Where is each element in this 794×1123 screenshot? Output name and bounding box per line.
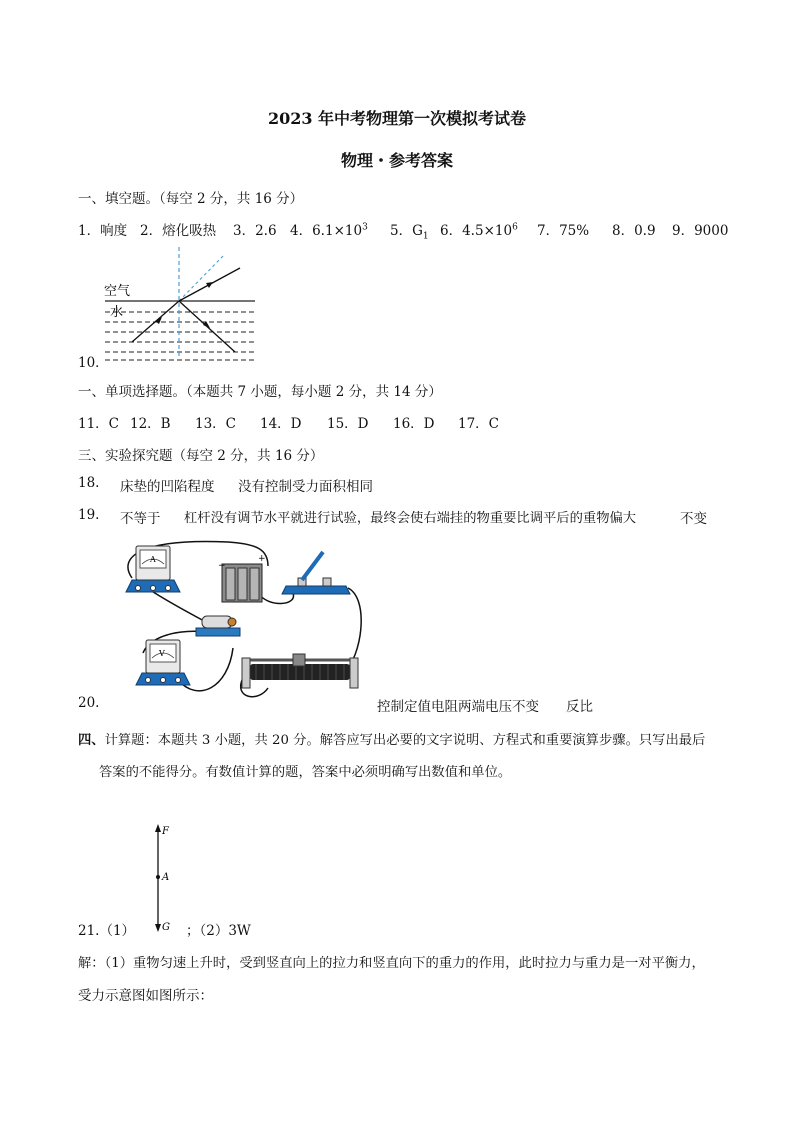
force-f-arrow <box>155 824 161 832</box>
page-subtitle: 物理・参考答案 <box>340 151 453 170</box>
q20-answer-1: 控制定值电阻两端电压不变 <box>377 699 539 715</box>
water-label: 水 <box>110 305 124 320</box>
section1-heading: 一、填空题。（每空 2 分，共 16 分） <box>78 191 304 207</box>
water-hatching <box>105 312 255 360</box>
q21-part2: ；（2）3W <box>186 923 251 939</box>
reflected-ray-dashed <box>179 254 225 301</box>
q18-answer-2: 没有控制受力面积相同 <box>238 479 373 495</box>
svg-text:V: V <box>159 649 165 658</box>
answer-14: 14．D <box>260 416 302 432</box>
svg-text:+: + <box>258 554 266 564</box>
section4-heading: 四、计算题：本题共 3 小题，共 20 分。解答应写出必要的文字说明、方程式和重要演算步骤。只写出最后 <box>78 733 706 748</box>
answer-1: 1．响度 <box>78 223 128 239</box>
sliding-rheostat <box>242 654 358 688</box>
force-diagram <box>150 822 190 934</box>
q20-answer-2: 反比 <box>566 699 593 715</box>
answer-4: 4．$6.1\times 10^3$ <box>290 222 368 239</box>
answer-17: 17．C <box>458 416 500 432</box>
answer-3: 3．2.6 <box>233 223 277 239</box>
circuit-diagram <box>118 528 374 708</box>
force-f-label: F <box>162 826 169 837</box>
answer-12: 12．B <box>130 416 171 432</box>
answer-11: 11．C <box>78 416 120 432</box>
ammeter <box>126 546 180 592</box>
refraction-diagram <box>100 242 260 362</box>
point-a <box>156 875 160 879</box>
q19-answer-1: 不等于 <box>120 511 161 527</box>
svg-text:A: A <box>150 555 156 564</box>
question-10-number: 10． <box>78 355 109 371</box>
solution-line-1: 解：（1）重物匀速上升时，受到竖直向上的拉力和竖直向下的重力的作用，此时拉力与重力是一对平衡力， <box>78 956 705 971</box>
answer-8: 8．0.9 <box>612 223 656 239</box>
fixed-resistor <box>196 616 240 636</box>
refracted-arrow <box>206 282 213 288</box>
incident-ray <box>132 301 179 342</box>
answer-13: 13．C <box>195 416 237 432</box>
answer-9: 9．9000 <box>672 223 729 239</box>
knife-switch <box>282 552 350 594</box>
page-title: 2023 年中考物理第一次模拟考试卷 <box>267 109 527 128</box>
air-label: 空气 <box>104 284 131 299</box>
answer-16: 16．D <box>393 416 435 432</box>
force-g-label: G <box>162 922 170 933</box>
voltmeter <box>136 640 190 685</box>
answer-6: 6．$4.5\times 10^6$ <box>440 222 518 239</box>
answer-5: 5．$G_1$ <box>390 223 429 242</box>
answer-15: 15．D <box>327 416 369 432</box>
q19-answer-3: 不变 <box>680 511 707 527</box>
section3-heading: 三、实验探究题（每空 2 分，共 16 分） <box>78 448 324 464</box>
question-20-number: 20. <box>78 695 100 711</box>
section2-heading: 一、单项选择题。（本题共 7 小题，每小题 2 分，共 14 分） <box>78 384 442 400</box>
force-g-arrow <box>155 924 161 932</box>
q18-answer-1: 床垫的凹陷程度 <box>120 479 215 495</box>
section4-heading-cont: 答案的不能得分。有数值计算的题，答案中必须明确写出数值和单位。 <box>99 765 512 780</box>
svg-text:−: − <box>218 561 226 571</box>
battery-pack <box>218 554 266 602</box>
point-a-label: A <box>162 872 170 883</box>
answer-7: 7．75% <box>537 223 590 239</box>
question-21-number: 21.（1） <box>78 923 136 939</box>
solution-line-2: 受力示意图如图所示： <box>78 988 213 1004</box>
q19-answer-2: 杠杆没有调节水平就进行试验，最终会使右端挂的物重要比调平后的重物偏大 <box>184 511 637 526</box>
answer-2: 2．熔化吸热 <box>140 223 217 239</box>
